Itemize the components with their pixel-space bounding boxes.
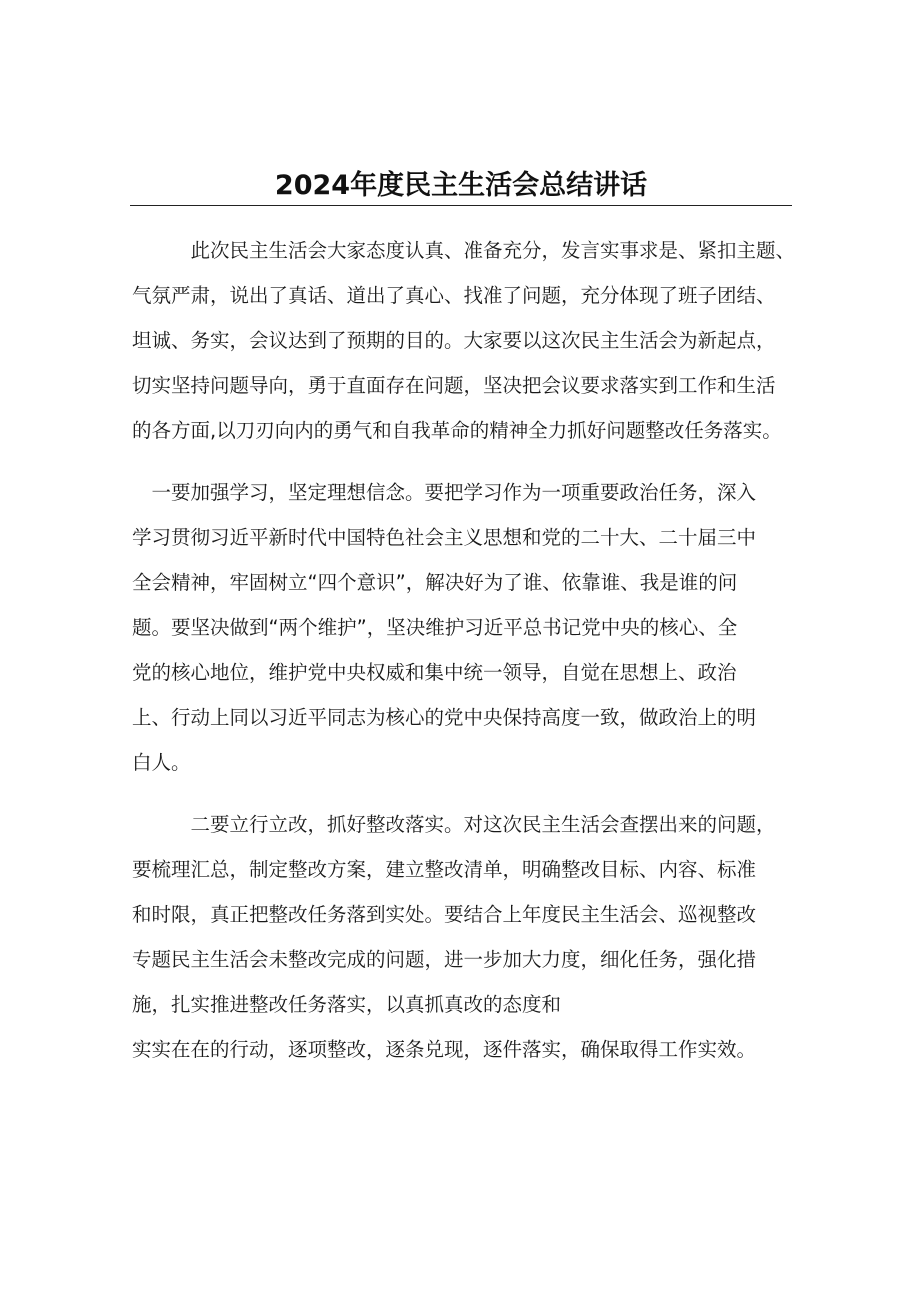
paragraph-intro: [132, 228, 795, 453]
paragraph-line: 和时限，真正把整改任务落到实处。要结合上年度民主生活会、巡视整改: [132, 903, 757, 926]
paragraph-line: 全会精神，牢固树立“四个意识”，解决好为了谁、依靠谁、我是谁的问: [132, 571, 738, 594]
paragraph-line: 要梳理汇总，制定整改方案，建立整改清单，明确整改目标、内容、标准: [132, 858, 757, 881]
paragraph-line: 切实坚持问题导向，勇于直面存在问题，坚决把会议要求落实到工作和生活: [132, 374, 776, 397]
paragraph-line: 专题民主生活会未整改完成的问题，进一步加大力度，细化任务，强化措: [132, 948, 757, 971]
paragraph-line: 二要立行立改，抓好整改落实。对这次民主生活会查摆出来的问题，: [132, 813, 776, 836]
paragraph-line: 实实在在的行动，逐项整改，逐条兑现，逐件落实，确保取得工作实效。: [132, 1038, 757, 1061]
paragraph-line: 气氛严肃，说出了真话、道出了真心、找准了问题，充分体现了班子团结、: [132, 284, 776, 307]
paragraph-line: 题。要坚决做到“两个维护”，坚决维护习近平总书记党中央的核心、全: [132, 616, 738, 639]
title-underline: [130, 205, 792, 206]
paragraph-line: 白人。: [132, 751, 191, 774]
paragraph-line: 学习贯彻习近平新时代中国特色社会主义思想和党的二十大、二十届三中: [132, 526, 757, 549]
paragraph-line: 施，扎实推进整改任务落实，以真抓真改的态度和: [132, 993, 562, 1016]
paragraph-line: 党的核心地位，维护党中央权威和集中统一领导，自觉在思想上、政治: [132, 661, 737, 684]
paragraph-study: [132, 470, 756, 785]
paragraph-line: 坦诚、务实，会议达到了预期的目的。大家要以这次民主生活会为新起点，: [132, 329, 776, 352]
paragraph-line: 的各方面,以刀刃向内的勇气和自我革命的精神全力抓好问题整改任务落实。: [132, 419, 782, 442]
document-title: 2024年度民主生活会总结讲话: [274, 170, 648, 201]
paragraph-line: 此次民主生活会大家态度认真、准备充分，发言实事求是、紧扣主题、: [132, 239, 796, 262]
paragraph-rectification: [132, 802, 776, 1072]
paragraph-line: 上、行动上同以习近平同志为核心的党中央保持高度一致，做政治上的明: [132, 706, 757, 729]
paragraph-line: 一要加强学习，坚定理想信念。要把学习作为一项重要政治任务，深入: [132, 481, 757, 504]
